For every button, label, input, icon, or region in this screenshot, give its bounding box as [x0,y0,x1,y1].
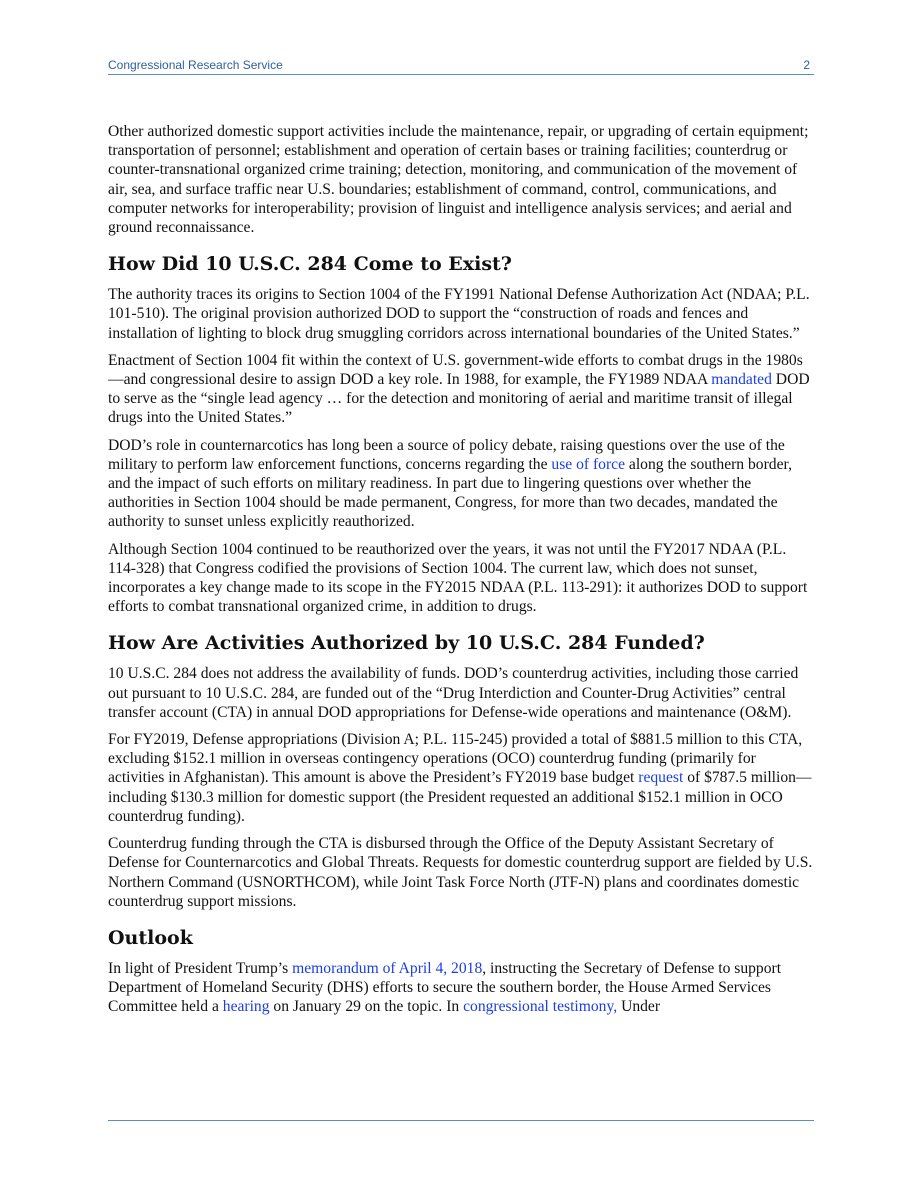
paragraph-codified: Although Section 1004 continued to be reauthorized over the years, it was not until the FY2017 NDAA (P.L. 114-328) that Congress codified the provisions of Section 1004. The current law, which does not sunset, incorporates a key change made to its scope in the FY2015 NDAA (P.L. 113-291): it authorizes DOD to support efforts to combat transnational organized crime, in addition to drugs. [108,540,808,616]
link-hearing[interactable]: hearing [222,998,270,1016]
text-span: DOD to serve as the “single lead agency … for the detection and monitoring of aerial and maritime transit of illegal drugs into the United States.” [108,371,810,427]
page-number: 2 [803,58,810,72]
paragraph-funds: 10 U.S.C. 284 does not address the availability of funds. DOD’s counterdrug activities, including those carried out pursuant to 10 U.S.C. 284, are funded out of the “Drug Interdiction and Counter-Drug Activities” central transfer account (CTA) in annual DOD appropriations for Defense-wide operations and maintenance (O&M). [108,665,799,721]
text-span: Under [617,998,661,1016]
text-span: For FY2019, Defense appropriations (Division A; P.L. 115-245) provided a total of $881.5 million to this CTA, excluding $152.1 million in overseas contingency operations (OCO) counterdrug funding (primarily for activities in Afghanistan). This amount is above the President’s FY2019 base budget [108,731,803,787]
paragraph-intro: Other authorized domestic support activities include the maintenance, repair, or upgrading of certain equipment; transportation of personnel; establishment and operation of certain bases or training facilities; counterdrug or counter-transnational organized crime training; detection, monitoring, and communication of the movement of air, sea, and surface traffic near U.S. boundaries; establishment of command, control, communications, and computer networks for interoperability; provision of linguist and intelligence analysis services; and aerial and ground reconnaissance. [108,123,809,237]
paragraph-enactment [108,351,814,428]
link-memorandum[interactable]: memorandum of April 4, 2018 [292,959,483,977]
heading-funded: How Are Activities Authorized by 10 U.S.C. 284 Funded? [108,632,705,655]
text-span: on January 29 on the topic. In [269,998,464,1016]
text-span: DOD’s role in counternarcotics has long been a source of policy debate, raising questions over the use of the military to perform law enforcement functions, concerns regarding the [108,436,785,473]
text-span: , instructing the Secretary of Defense to support Department of Homeland Security (DHS) efforts to secure the southern border, the House Armed Services Committee held a [108,959,782,1016]
footer-rule [108,1120,814,1121]
link-use-of-force[interactable]: use of force [551,455,626,473]
paragraph-fy2019 [108,730,814,826]
page-header [108,58,814,74]
header-rule [108,74,814,75]
text-span: of $787.5 million—including $130.3 million for domestic support (the President requested an additional $152.1 million in OCO counterdrug funding). [108,769,812,825]
heading-come-to-exist: How Did 10 U.S.C. 284 Come to Exist? [108,253,512,276]
publisher-name: Congressional Research Service [108,58,283,72]
paragraph-disbursed: Counterdrug funding through the CTA is disbursed through the Office of the Deputy Assistant Secretary of Defense for Counternarcotics and Global Threats. Requests for domestic counterdrug support are fielded by U.S. Northern Command (USNORTHCOM), while Joint Task Force North (JTF-N) plans and coordinates domestic counterdrug support missions. [108,835,813,910]
paragraph-outlook [108,959,814,1017]
link-request[interactable]: request [638,769,684,787]
text-span: along the southern border, and the impact of such efforts on military readiness. In part due to lingering questions over whether the authorities in Section 1004 should be made permanent, Congress, for more than two decades, mandated the authority to sunset unless explicitly reauthorized. [108,455,792,531]
heading-outlook: Outlook [108,926,193,949]
link-mandated[interactable]: mandated [711,371,772,389]
text-span: In light of President Trump’s [108,959,293,977]
paragraph-origin: The authority traces its origins to Section 1004 of the FY1991 National Defense Authorization Act (NDAA; P.L. 101-510). The original provision authorized DOD to support the “construction of roads and fences and installation of lighting to block drug smuggling corridors across international boundaries of the United States.” [108,286,810,342]
text-span: Enactment of Section 1004 fit within the context of U.S. government-wide efforts to combat drugs in the 1980s—and congressional desire to assign DOD a key role. In 1988, for example, the FY1989 NDAA [108,351,803,389]
paragraph-role [108,436,814,532]
document-body [108,122,814,1025]
link-congressional-testimony[interactable]: congressional testimony, [463,998,618,1016]
